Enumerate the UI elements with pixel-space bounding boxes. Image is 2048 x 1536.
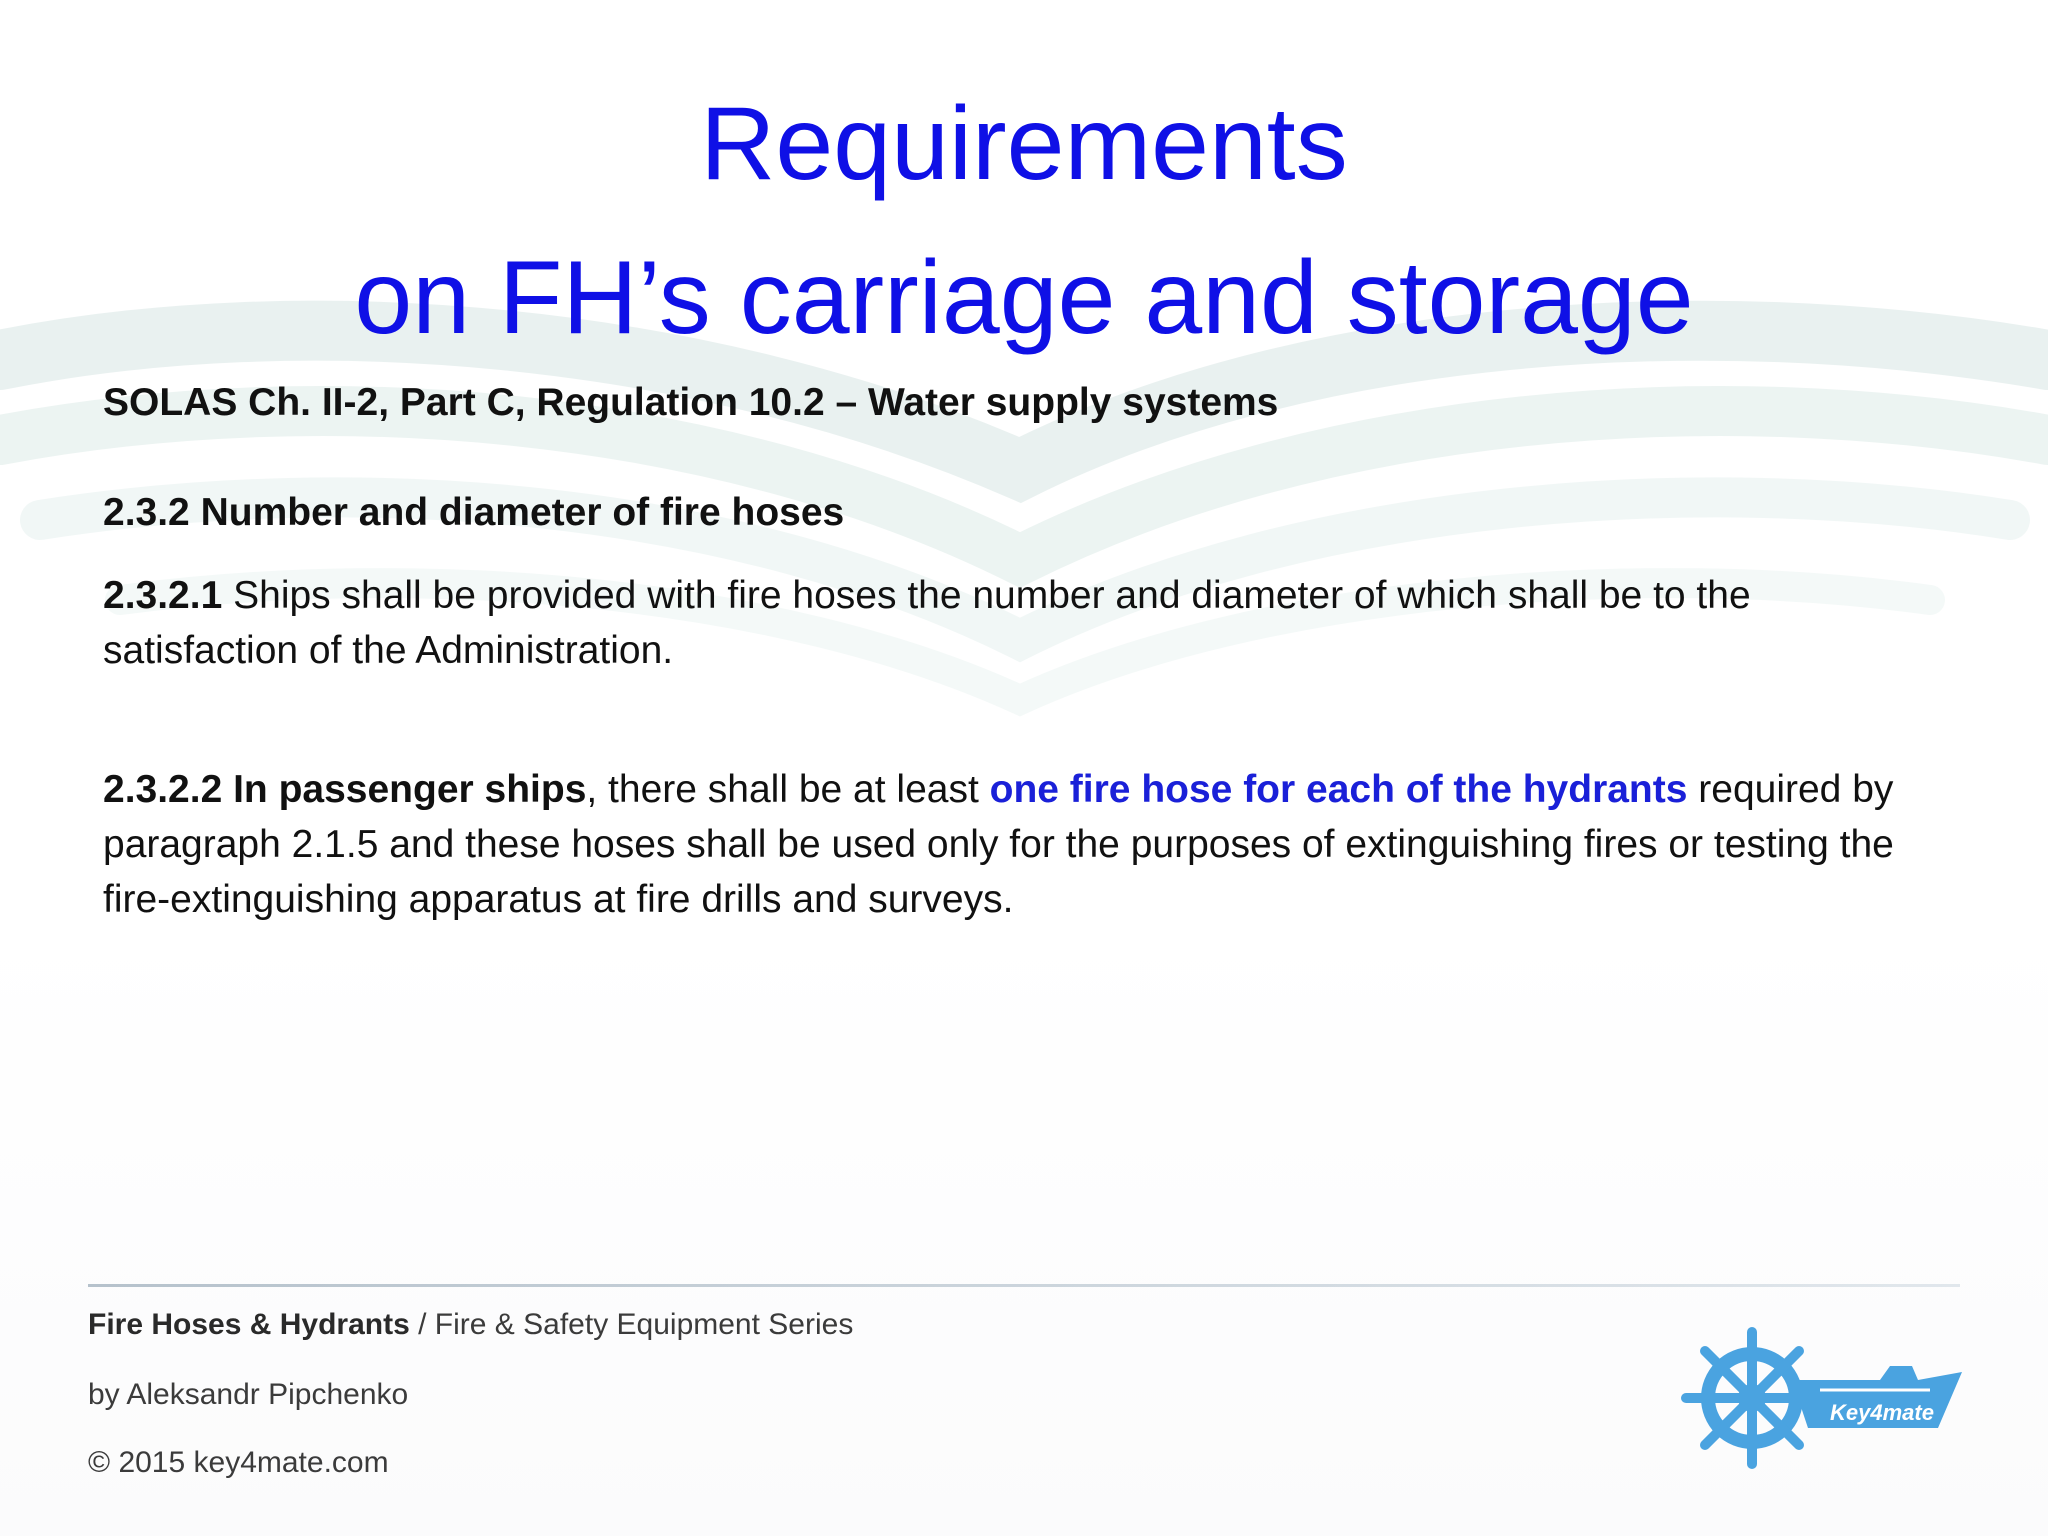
paragraph-2-3-2-1	[103, 568, 1943, 678]
series-name: Fire & Safety Equipment Series	[434, 1308, 854, 1341]
paragraph-text-before: , there shall be at least	[586, 768, 990, 811]
logo-text: Key4mate	[1830, 1400, 1934, 1425]
ship-wheel-key-logo-icon	[1680, 1316, 1970, 1480]
footer-author: by Aleksandr Pipchenko	[88, 1378, 409, 1411]
paragraph-number: 2.3.2.1	[103, 574, 223, 617]
paragraph-2-3-2-2	[103, 762, 1943, 927]
title-line-2: on FH’s carriage and storage	[354, 240, 1694, 356]
paragraph-text-after: required by paragraph 2.1.5 and these hoses shall be used only for the purposes of extinguishing fires or testing the fire-extinguishing apparatus at fire drills and surveys.	[103, 768, 1894, 921]
highlighted-requirement: one fire hose for each of the hydrants	[989, 768, 1688, 811]
footer-copyright: © 2015 key4mate.com	[88, 1446, 389, 1479]
title-line-1: Requirements	[700, 86, 1348, 202]
source-reference: SOLAS Ch. II-2, Part C, Regulation 10.2 – Water supply systems	[103, 381, 1279, 424]
footer-divider	[88, 1284, 1960, 1287]
footer-series	[88, 1308, 853, 1342]
section-heading: 2.3.2 Number and diameter of fire hoses	[103, 491, 845, 534]
paragraph-text: Ships shall be provided with fire hoses the number and diameter of which shall be to the satisfaction of the Administration.	[103, 574, 1751, 672]
paragraph-number-subject: 2.3.2.2 In passenger ships	[103, 768, 587, 811]
series-separator: /	[409, 1308, 435, 1341]
series-title: Fire Hoses & Hydrants	[88, 1308, 410, 1341]
